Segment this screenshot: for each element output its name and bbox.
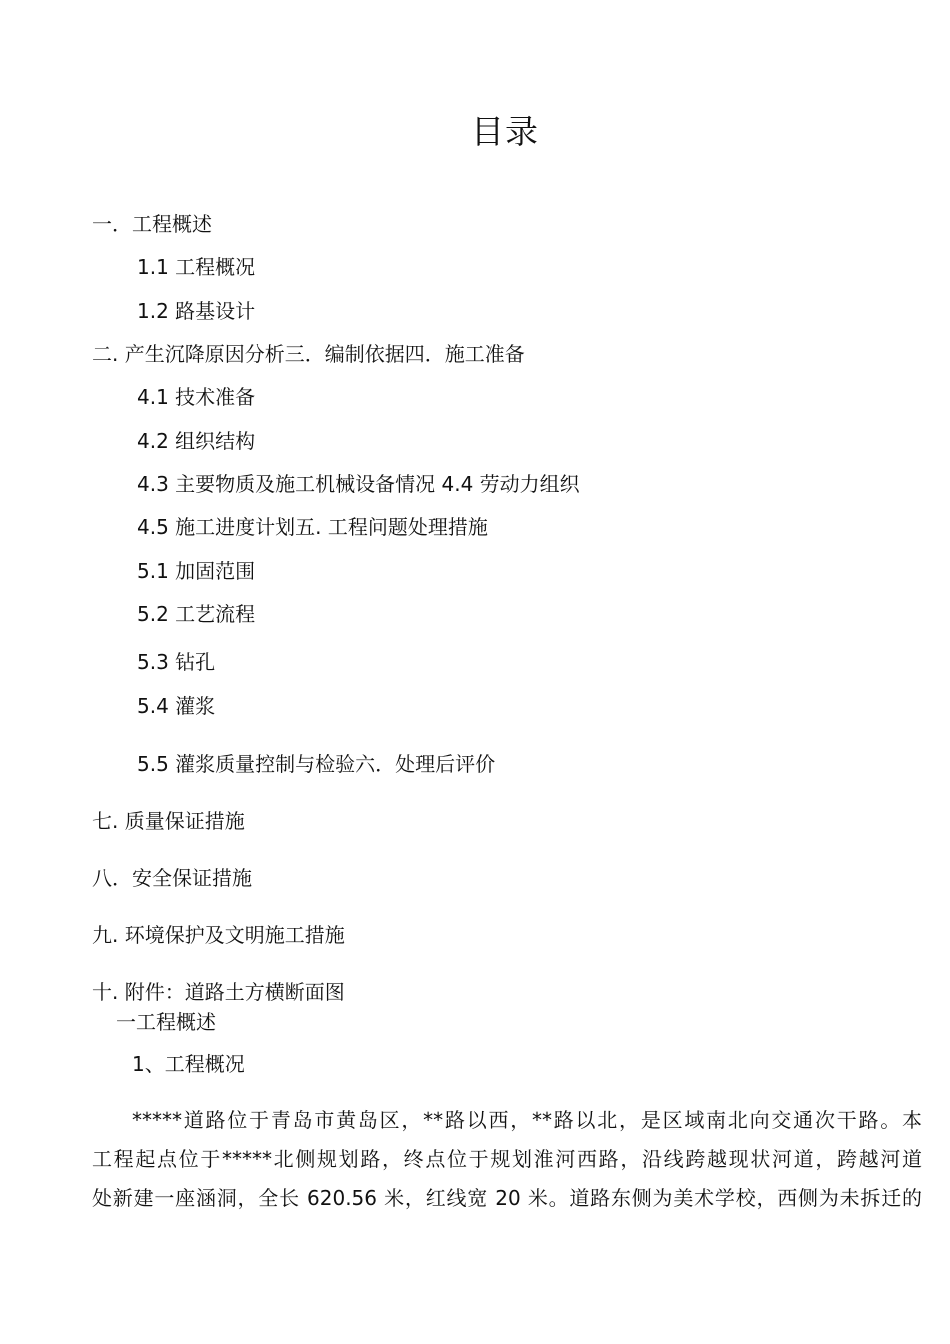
body-paragraph (92, 1101, 922, 1218)
toc-item-4-1: 4.1 技术准备 (137, 385, 256, 409)
toc-item-2-3-4: 二. 产生沉降原因分析三．编制依据四．施工准备 (92, 342, 525, 366)
toc-item-5-2: 5.2 工艺流程 (137, 602, 256, 626)
toc-item-10: 十. 附件：道路土方横断面图 (92, 980, 345, 1004)
toc-item-5-4: 5.4 灌浆 (137, 694, 216, 718)
toc-item-8: 八．安全保证措施 (92, 866, 252, 890)
toc-item-4-2: 4.2 组织结构 (137, 429, 256, 453)
toc-item-1-1: 1.1 工程概况 (137, 255, 256, 279)
toc-item-1-2: 1.2 路基设计 (137, 299, 256, 323)
paragraph-line: 工程起点位于*****北侧规划路，终点位于规划淮河西路，沿线跨越现状河道，跨越河道 (92, 1147, 922, 1171)
section-heading: 一工程概述 (116, 1010, 216, 1034)
toc-item-4-5-5: 4.5 施工进度计划五. 工程问题处理措施 (137, 515, 488, 539)
toc-item-4-3-4-4: 4.3 主要物质及施工机械设备情况 4.4 劳动力组织 (137, 472, 580, 496)
toc-item-5-1: 5.1 加固范围 (137, 559, 256, 583)
toc-item-7: 七. 质量保证措施 (92, 809, 245, 833)
toc-item-5-5-6: 5.5 灌浆质量控制与检验六．处理后评价 (137, 752, 496, 776)
toc-item-5-3: 5.3 钻孔 (137, 650, 216, 674)
paragraph-line: *****道路位于青岛市黄岛区，**路以西，**路以北，是区域南北向交通次干路。本 (132, 1108, 922, 1132)
toc-item-9: 九. 环境保护及文明施工措施 (92, 923, 345, 947)
toc-item-1: 一．工程概述 (92, 212, 212, 236)
toc-title: 目录 (471, 112, 539, 151)
sub-heading: 1、工程概况 (132, 1052, 245, 1076)
paragraph-line: 处新建一座涵洞，全长 620.56 米，红线宽 20 米。道路东侧为美术学校，西侧为未拆迁的 (92, 1186, 922, 1210)
